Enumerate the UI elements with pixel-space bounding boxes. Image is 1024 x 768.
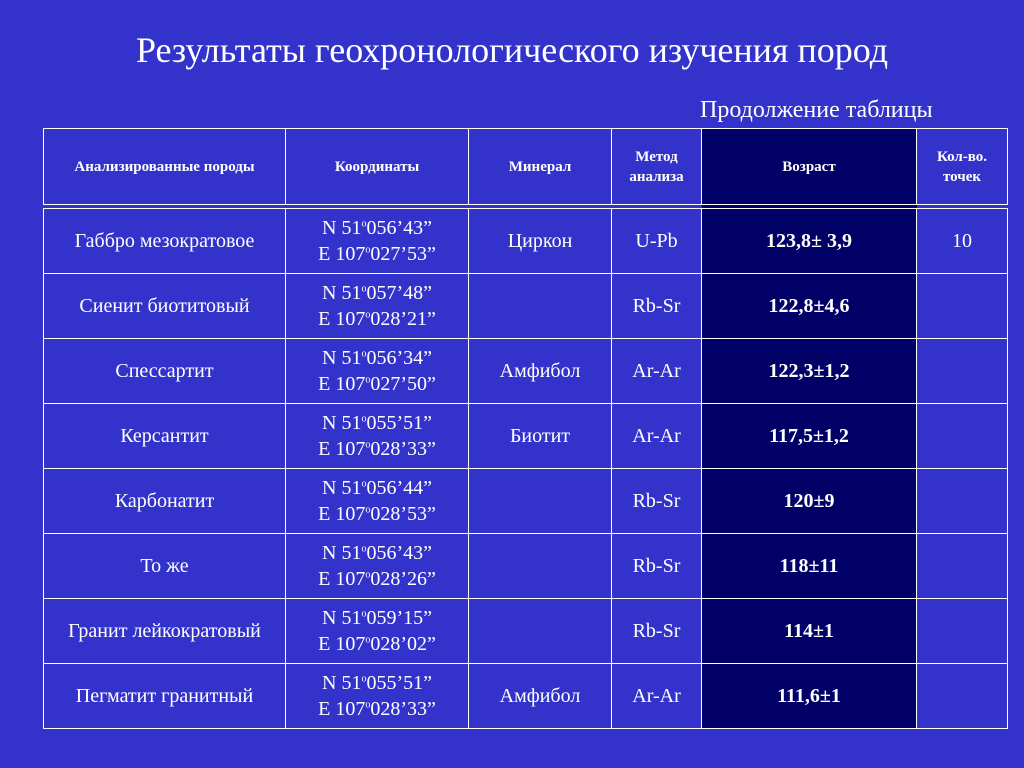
table-row <box>44 469 1008 534</box>
cell-coords: N 51$^o$056’34” E 107$^o$027’50” <box>286 339 469 404</box>
cell-mineral <box>469 599 612 664</box>
cell-coords: N 51$^o$059’15” E 107$^o$028’02” <box>286 599 469 664</box>
cell-age: 111,6±1 <box>702 664 917 729</box>
cell-points <box>917 534 1008 599</box>
cell-rock: Гранит лейкократовый <box>44 599 286 664</box>
table-row <box>44 534 1008 599</box>
cell-age: 114±1 <box>702 599 917 664</box>
header-points: Кол-во. точек <box>917 129 1008 205</box>
table-continuation-label: Продолжение таблицы <box>700 97 933 123</box>
header-mineral: Минерал <box>469 129 612 205</box>
cell-age: 122,3±1,2 <box>702 339 917 404</box>
cell-rock: Спессартит <box>44 339 286 404</box>
table-row <box>44 599 1008 664</box>
header-method: Метод анализа <box>612 129 702 205</box>
cell-mineral: Циркон <box>469 209 612 274</box>
cell-points <box>917 339 1008 404</box>
header-rock: Анализированные породы <box>44 129 286 205</box>
cell-coords: N 51$^o$055’51” E 107$^o$028’33” <box>286 404 469 469</box>
cell-age: 122,8±4,6 <box>702 274 917 339</box>
cell-mineral <box>469 534 612 599</box>
cell-method: Ar-Ar <box>612 664 702 729</box>
header-coords: Координаты <box>286 129 469 205</box>
cell-points <box>917 274 1008 339</box>
cell-rock: Карбонатит <box>44 469 286 534</box>
cell-method: Rb-Sr <box>612 469 702 534</box>
cell-points <box>917 664 1008 729</box>
cell-mineral <box>469 469 612 534</box>
cell-age: 118±11 <box>702 534 917 599</box>
cell-method: Ar-Ar <box>612 404 702 469</box>
cell-rock: Керсантит <box>44 404 286 469</box>
cell-coords: N 51$^o$056’44” E 107$^o$028’53” <box>286 469 469 534</box>
cell-rock: Габбро мезократовое <box>44 209 286 274</box>
table-row <box>44 664 1008 729</box>
cell-rock: Сиенит биотитовый <box>44 274 286 339</box>
cell-age: 123,8± 3,9 <box>702 209 917 274</box>
cell-rock: Пегматит гранитный <box>44 664 286 729</box>
table-row <box>44 339 1008 404</box>
cell-coords: N 51$^o$056’43” E 107$^o$027’53” <box>286 209 469 274</box>
cell-mineral: Биотит <box>469 404 612 469</box>
cell-age: 120±9 <box>702 469 917 534</box>
cell-points <box>917 404 1008 469</box>
header-age: Возраст <box>702 129 917 205</box>
cell-points <box>917 469 1008 534</box>
cell-mineral: Амфибол <box>469 664 612 729</box>
cell-age: 117,5±1,2 <box>702 404 917 469</box>
cell-coords: N 51$^o$055’51” E 107$^o$028’33” <box>286 664 469 729</box>
cell-mineral <box>469 274 612 339</box>
cell-method: Rb-Sr <box>612 599 702 664</box>
cell-coords: N 51$^o$056’43” E 107$^o$028’26” <box>286 534 469 599</box>
cell-method: Rb-Sr <box>612 274 702 339</box>
cell-coords: N 51$^o$057’48” E 107$^o$028’21” <box>286 274 469 339</box>
table-row <box>44 274 1008 339</box>
table-row <box>44 404 1008 469</box>
cell-method: U-Pb <box>612 209 702 274</box>
cell-method: Rb-Sr <box>612 534 702 599</box>
cell-points <box>917 599 1008 664</box>
cell-points: 10 <box>917 209 1008 274</box>
cell-method: Ar-Ar <box>612 339 702 404</box>
page-title: Результаты геохронологического изучения пород <box>135 30 889 70</box>
table-row <box>44 209 1008 274</box>
cell-mineral: Амфибол <box>469 339 612 404</box>
table-header-row <box>44 129 1008 205</box>
cell-rock: То же <box>44 534 286 599</box>
geochronology-table <box>43 128 1008 729</box>
